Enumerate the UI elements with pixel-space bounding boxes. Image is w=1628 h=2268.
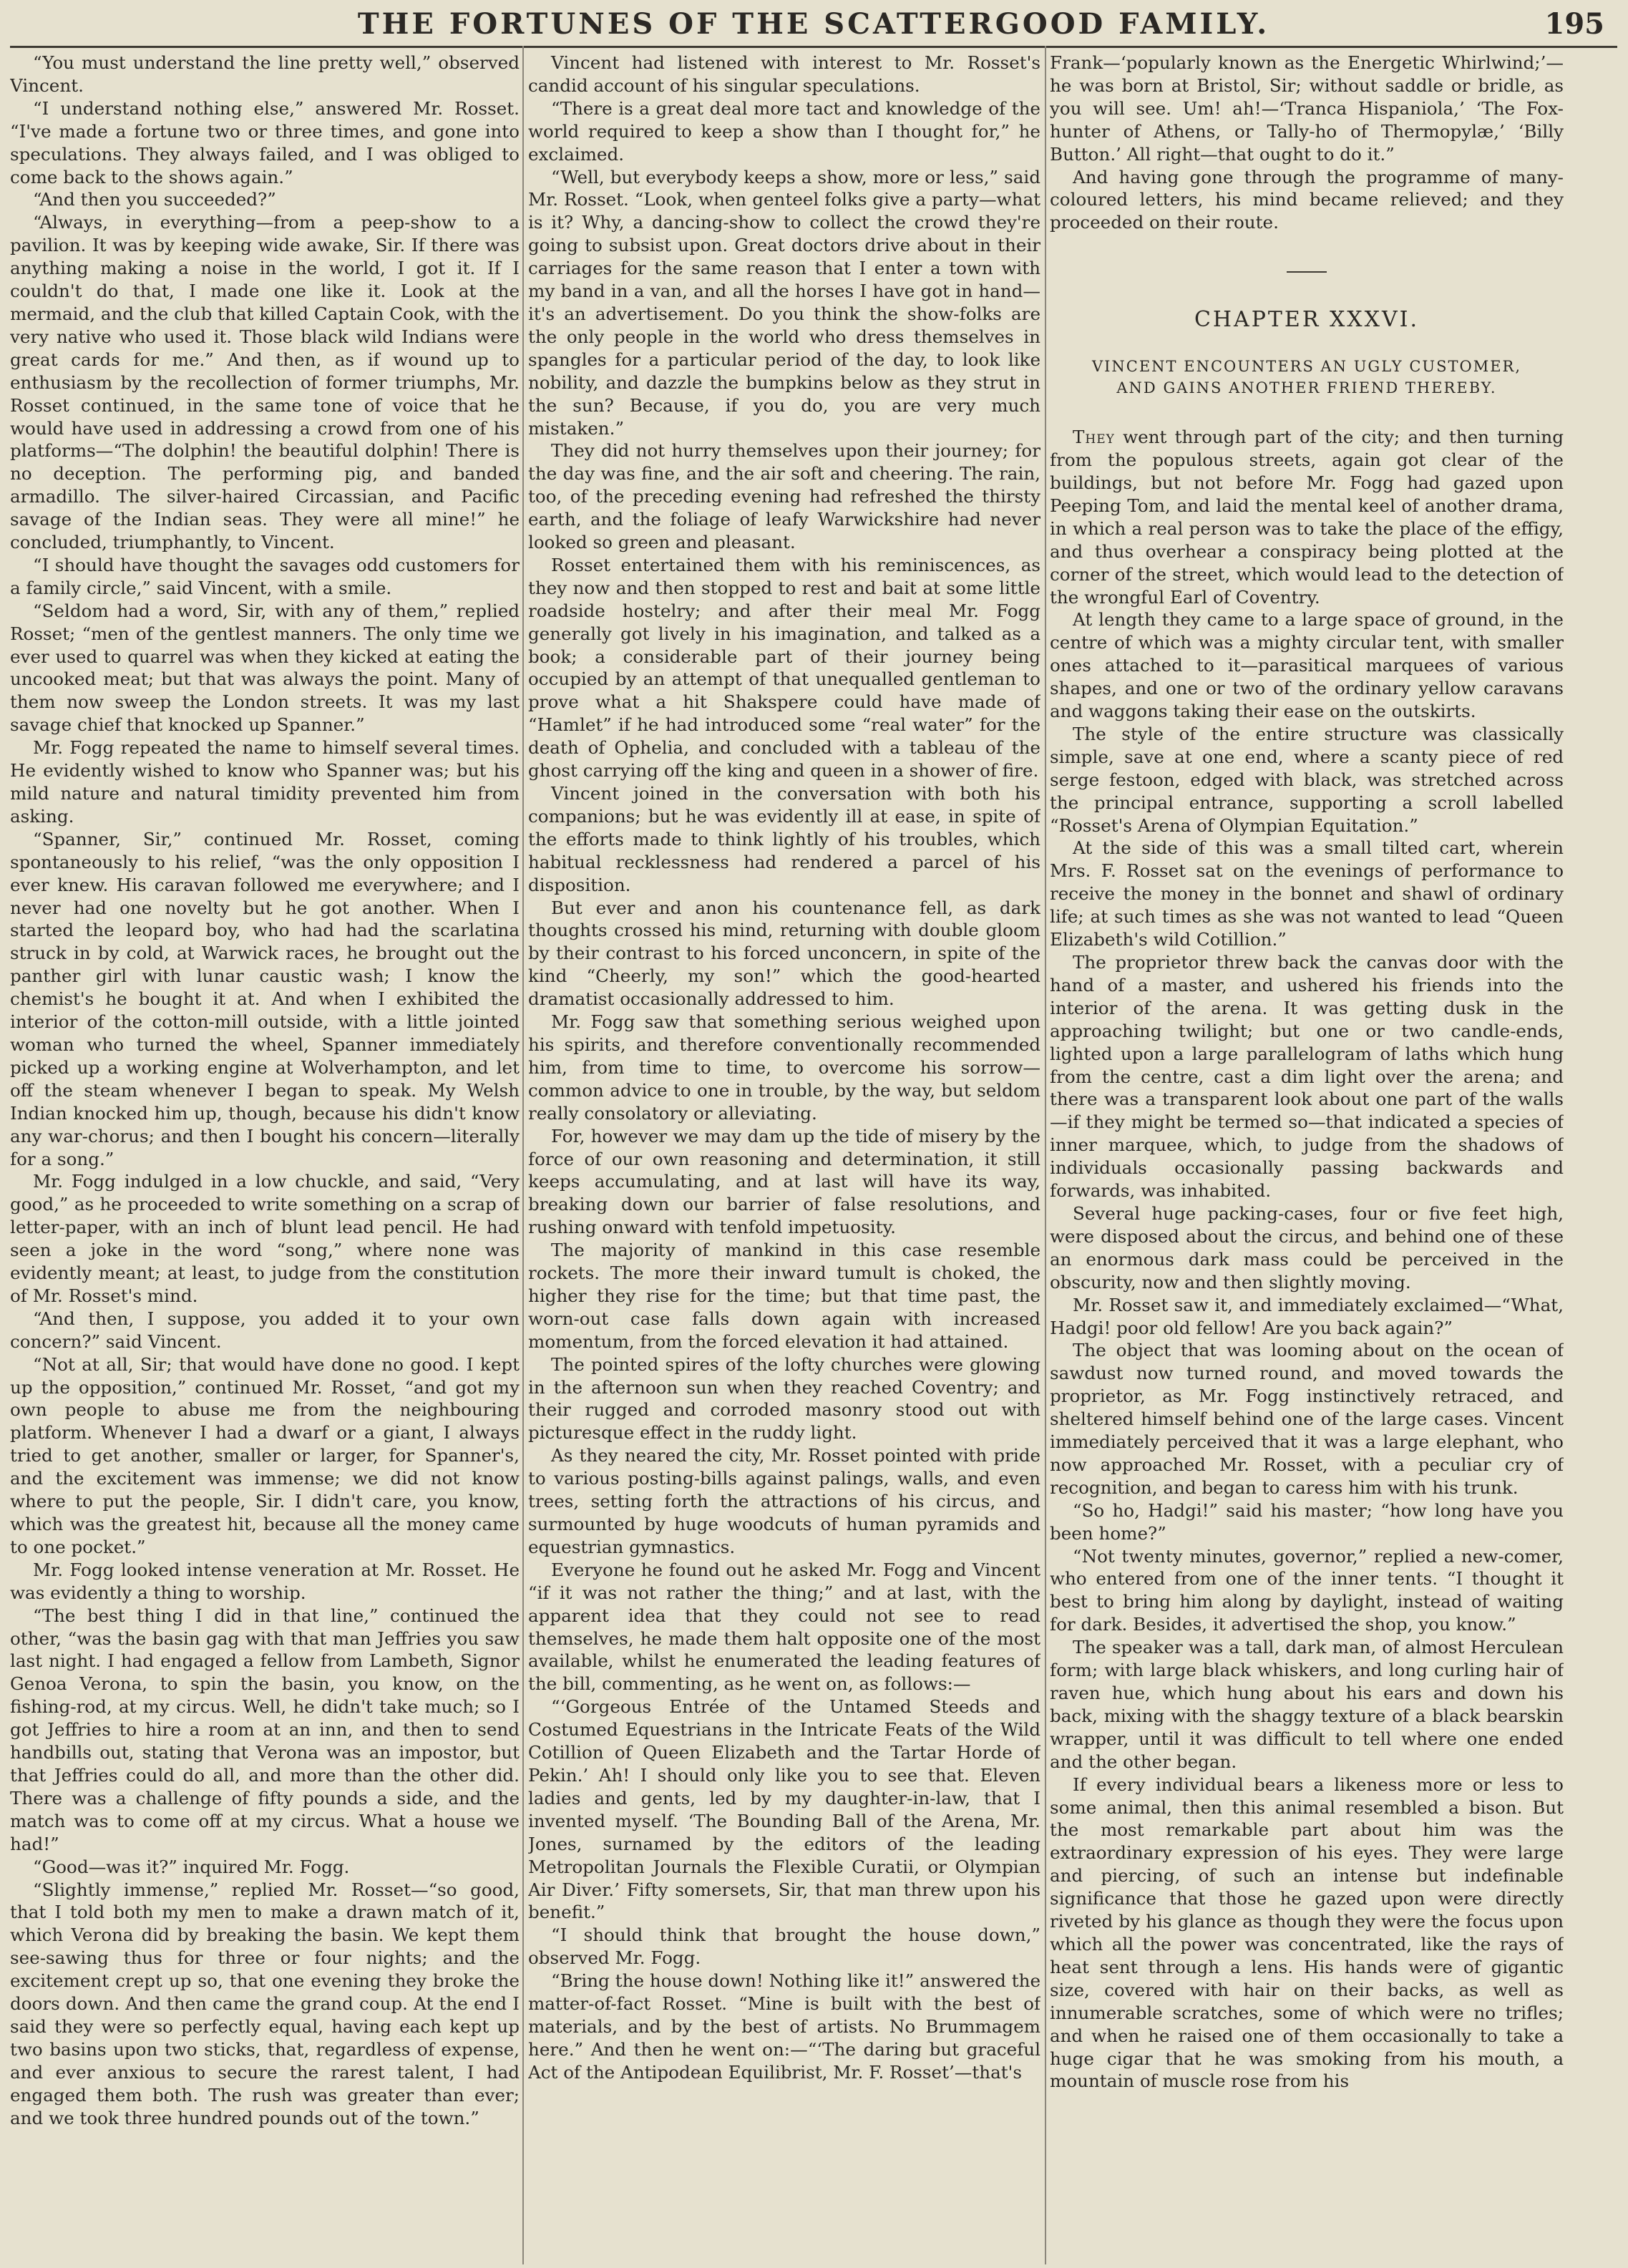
paragraph: Mr. Fogg repeated the name to himself several times. He evidently wished to know who Spanner was; but his mild nature and natural timidity prevented him from asking. xyxy=(10,737,520,827)
paragraph: “And then, I suppose, you added it to your own concern?” said Vincent. xyxy=(10,1308,520,1352)
paragraph: As they neared the city, Mr. Rosset pointed with pride to various posting-bills against palings, walls, and even trees, setting forth the attractions of his circus, and surmounted by huge woodcuts of human pyramids and equestrian gymnastics. xyxy=(528,1445,1040,1557)
opening-text: went through part of the city; and then turning from the populous streets, again got clear of the buildings, but not before Mr. Fogg had gazed upon Peeping Tom, and laid the mental keel of another drama, in which a real person was to take the place of the effigy, and thus overhear a conspiracy being plotted at the corner of the street, which would lead to the detection of the wrongful Earl of Coventry. xyxy=(1050,427,1564,608)
paragraph: Vincent joined in the conversation with both his companions; but he was evidently ill at ease, in spite of the efforts made to think lightly of his troubles, which habitual recklessness had rendered a parcel of his disposition. xyxy=(528,783,1040,895)
paragraph: “Good—was it?” inquired Mr. Fogg. xyxy=(33,1856,350,1877)
paragraph: “So ho, Hadgi!” said his master; “how long have you been home?” xyxy=(1050,1499,1564,1544)
opening-word: They xyxy=(1073,427,1115,448)
paragraph: “There is a great deal more tact and knowledge of the world required to keep a show than I thought for,” he exclaimed. xyxy=(528,97,1040,165)
column-left xyxy=(10,52,520,2263)
paragraph: “I should have thought the savages odd customers for a family circle,” said Vincent, with a smile. xyxy=(10,554,520,598)
paragraph: “The best thing I did in that line,” continued the other, “was the basin gag with that man Jeffries you saw last night. I had engaged a fellow from Lambeth, Signor Genoa Verona, to spin the basin, you know, on the fishing-rod, at my circus. Well, he didn't take much; so I got Jeffries to hire a room at an inn, and then to send handbills out, stating that Verona was an impostor, but that Jeffries could do all, and more than the other did. There was a challenge of fifty pounds a side, and the match was to come off at my circus. What a house we had!” xyxy=(10,1605,520,1854)
paragraph: Mr. Fogg looked intense veneration at Mr. Rosset. He was evidently a thing to worship. xyxy=(10,1559,520,1603)
bill-quote-paragraph: “‘Gorgeous Entrée of the Untamed Steeds and Costumed Equestrians in the Intricate Feats of the Wild Cotillion of Queen Elizabeth and the Tartar Horde of Pekin.’ Ah! I should only like you to see that. Eleven ladies and gents, led by my daughter-in-law, that I invented myself. ‘The Bounding Ball of the Arena, Mr. Jones, surnamed by the editors of the leading Metropolitan Journals the Flexible Curatii, or Olympian Air Diver.’ Fifty somersets, Sir, that man threw upon his benefit.” xyxy=(528,1696,1040,1923)
paragraph: Mr. Fogg indulged in a low chuckle, and said, “Very good,” as he proceeded to write something on a scrap of letter-paper, with an inch of blunt lead pencil. He had seen a joke in the word “song,” where none was evidently meant; at least, to judge from the constitution of Mr. Rosset's mind. xyxy=(10,1171,520,1306)
paragraph-continued: Frank—‘popularly known as the Energetic Whirlwind;’—he was born at Bristol, Sir; without saddle or bridle, as you will see. Um! ah!—‘Tranca Hispaniola,’ ‘The Fox-hunter of Athens, or Tally-ho of Thermopylæ,’ ‘Billy Button.’ All right—that ought to do it.” xyxy=(1050,52,1564,165)
section-divider xyxy=(1287,271,1327,273)
page-header xyxy=(10,3,1617,48)
paragraph: The pointed spires of the lofty churches were glowing in the afternoon sun when they reached Coventry; and their rugged and corroded masonry stood out with picturesque effect in the ruddy light. xyxy=(528,1353,1040,1444)
paragraph: But ever and anon his countenance fell, as dark thoughts crossed his mind, returning with double gloom by their contrast to his forced unconcern, in spite of the kind “Cheerly, my son!” which the good-hearted dramatist occasionally addressed to him. xyxy=(528,897,1040,1010)
paragraph: “Bring the house down! Nothing like it!” answered the matter-of-fact Rosset. “Mine is built with the best of materials, and by the best of artists. No Brummagem here.” And then he went on:—“‘The daring but graceful Act of the Antipodean Equilibrist, Mr. F. Rosset’—that's xyxy=(528,1970,1040,2083)
paragraph: “Not twenty minutes, governor,” replied a new-comer, who entered from one of the inner tents. “I thought it best to bring him along by daylight, instead of waiting for dark. Besides, it advertised the shop, you know.” xyxy=(1050,1545,1564,1635)
paragraph: “You must understand the line pretty well,” observed Vincent. xyxy=(10,52,520,96)
paragraph: Several huge packing-cases, four or five feet high, were disposed about the circus, and behind one of these an enormous dark mass could be perceived in the obscurity, now and then slightly moving. xyxy=(1050,1202,1564,1293)
paragraph: “Well, but everybody keeps a show, more or less,” said Mr. Rosset. “Look, when genteel folks give a party—what is it? Why, a dancing-show to collect the crowd they're going to subsist upon. Great doctors drive about in their carriages for the same reason that I enter a town with my band in a van, and all the horses I have got in hand—it's an advertisement. Do you think the show-folks are the only people in the world who dress themselves in spangles for a particular period of the day, to look like nobility, and dazzle the bumpkins below as they strut in the sun? Because, if you do, you are very much mistaken.” xyxy=(528,166,1040,439)
paragraph: “Slightly immense,” replied Mr. Rosset—“so good, that I told both my men to make a drawn match of it, which Verona did by breaking the basin. We kept them see-sawing thus for three or four nights; and the excitement crept up so, that one evening they broke the doors down. And then came the grand coup. At the end I said they were so perfectly equal, having each kept up two basins upon two sticks, that, regardless of expense, and ever anxious to secure the rarest talent, I had engaged them both. The rush was greater than ever; and we took three hundred pounds out of the town.” xyxy=(10,1879,520,2128)
paragraph: At length they came to a large space of ground, in the centre of which was a mighty circular tent, with smaller ones attached to it—parasitical marquees of various shapes, and one or two of the ordinary yellow caravans and waggons taking their ease on the outskirts. xyxy=(1050,609,1564,722)
paragraph: Everyone he found out he asked Mr. Fogg and Vincent “if it was not rather the thing;” and at last, with the apparent idea that they could not see to read themselves, he made them halt opposite one of the most available, whilst he enumerated the leading features of the bill, commenting, as he went on, as follows:— xyxy=(528,1559,1040,1695)
paragraph: “Not at all, Sir; that would have done no good. I kept up the opposition,” continued Mr. Rosset, “and got my own people to abuse me from the neighbouring platform. Whenever I had a dwarf or a giant, I always tried to get another, smaller or larger, for Spanner's, and the excitement was immense; we did not know where to put the people, Sir. I didn't care, you know, which was the greatest hit, because all the money came to one pocket.” xyxy=(10,1353,520,1557)
paragraph: “I understand nothing else,” answered Mr. Rosset. “I've made a fortune two or three times, and gone into speculations. They always failed, and I was obliged to come back to the shows again.” xyxy=(10,97,520,188)
chapter-heading: CHAPTER XXXVI. xyxy=(1194,307,1420,333)
paragraph: The proprietor threw back the canvas door with the hand of a master, and ushered his friends into the interior of the arena. It was getting dusk in the approaching twilight; but one or two candle-ends, lighted upon a large parallelogram of laths which hung from the centre, cast a dim light over the arena; and there was a transparent look about one part of the walls—if they might be termed so—that indicated a species of inner marquee, which, to judge from the shadows of individuals occasionally passing backwards and forwards, was inhabited. xyxy=(1050,952,1564,1202)
running-title: THE FORTUNES OF THE SCATTERGOOD FAMILY. xyxy=(357,7,1270,41)
paragraph: Rosset entertained them with his reminiscences, as they now and then stopped to rest and bait at some little roadside hostelry; and after their meal Mr. Fogg generally got lively in his imagination, and talked as a book; a considerable part of their journey being occupied by an attempt of that unequalled gentleman to prove what a hit Shakspere could have made of “Hamlet” if he had introduced some “real water” for the death of Ophelia, and concluded with a tableau of the ghost carrying off the king and queen in a shower of fire. xyxy=(528,554,1040,782)
column-right xyxy=(1050,52,1564,2263)
paragraph: Mr. Fogg saw that something serious weighed upon his spirits, and therefore conventionally recommended him, from time to time, to overcome his sorrow—common advice to one in trouble, by the way, but seldom really consolatory or alleviating. xyxy=(528,1011,1040,1124)
paragraph: The style of the entire structure was classically simple, save at one end, where a scanty piece of red serge festoon, edged with black, was stretched across the principal entrance, supporting a scroll labelled “Rosset's Arena of Olympian Equitation.” xyxy=(1050,723,1564,836)
paragraph: “Spanner, Sir,” continued Mr. Rosset, coming spontaneously to his relief, “was the only opposition I ever knew. His caravan followed me everywhere; and I never had one novelty but he got another. When I started the leopard boy, who had had the scarlatina struck in by cold, at Warwick races, he brought out the panther girl with lunar caustic wash; I know the chemist's he bought it at. And when I exhibited the interior of the cotton-mill outside, with a little jointed woman who turned the wheel, Spanner immediately picked up a working engine at Wolverhampton, and let off the steam whenever I began to speak. My Welsh Indian knocked him up, though, because his didn't know any war-chorus; and then I bought his concern—literally for a song.” xyxy=(10,828,520,1169)
paragraph: “And then you succeeded?” xyxy=(33,189,276,210)
paragraph: “Always, in everything—from a peep-show to a pavilion. It was by keeping wide awake, Sir. If there was anything making a noise in the world, I got it. If I couldn't do that, I made one like it. Look at the mermaid, and the club that killed Captain Cook, with the very native who used it. Those black wild Indians were great cards for me.” And then, as if wound up to enthusiasm by the recollection of former triumphs, Mr. Rosset continued, in the same tone of voice that he would have used in addressing a crowd from one of his platforms—“The dolphin! the beautiful dolphin! There is no deception. The performing pig, and banded armadillo. The silver-haired Circassian, and Pacific savage of the Indian seas. They were all mine!” he concluded, triumphantly, to Vincent. xyxy=(10,212,520,553)
paragraph: The speaker was a tall, dark man, of almost Herculean form; with large black whiskers, and long curling hair of raven hue, which hung about his ears and down his back, mixing with the shaggy texture of a black bearskin wrapper, until it was difficult to tell where one ended and the other began. xyxy=(1050,1637,1564,1772)
paragraph: If every individual bears a likeness more or less to some animal, then this animal resembled a bison. But the most remarkable part about him was the extraordinary expression of his eyes. They were large and piercing, of such an intense but indefinable significance that those he gazed upon were directly riveted by his glance as though they were the focus upon which all the power was concentrated, like the rays of heat sent through a lens. His hands were of gigantic size, covered with hair on their backs, as well as innumerable scratches, some of which were no trifles; and when he raised one of them occasionally to take a huge cigar that he was smoking from his mouth, a mountain of muscle rose from his xyxy=(1050,1773,1564,2092)
paragraph: They did not hurry themselves upon their journey; for the day was fine, and the air soft and cheering. The rain, too, of the preceding evening had refreshed the thirsty earth, and the foliage of leafy Warwickshire had never looked so green and pleasant. xyxy=(528,440,1040,553)
paragraph: At the side of this was a small tilted cart, wherein Mrs. F. Rosset sat on the evenings of performance to receive the money in the bonnet and shawl of ordinary life; at such times as she was not wanted to lead “Queen Elizabeth's wild Cotillion.” xyxy=(1050,837,1564,950)
column-middle xyxy=(528,52,1040,2263)
paragraph: For, however we may dam up the tide of misery by the force of our own reasoning and determination, it still keeps accumulating, and at last will have its way, breaking down our barrier of false resolutions, and rushing onward with tenfold impetuosity. xyxy=(528,1125,1040,1238)
paragraph: The majority of mankind in this case resemble rockets. The more their inward tumult is choked, the higher they rise for the time; but that time past, the worn-out case falls down again with increased momentum, from the forced elevation it had attained. xyxy=(528,1240,1040,1352)
paragraph: The object that was looming about on the ocean of sawdust now turned round, and moved towards the proprietor, as Mr. Fogg instinctively retraced, and sheltered himself behind one of the large cases. Vincent immediately perceived that it was a large elephant, who now approached Mr. Rosset, with a peculiar cry of recognition, and began to caress him with his trunk. xyxy=(1050,1340,1564,1498)
column-rule xyxy=(522,46,524,2264)
paragraph: And having gone through the programme of many-coloured letters, his mind became relieved; and they proceeded on their route. xyxy=(1050,166,1564,233)
paragraph: “Seldom had a word, Sir, with any of them,” replied Rosset; “men of the gentlest manners. The only time we ever used to quarrel was when they kicked at eating the uncooked meat; but that was always the point. Many of them now sweep the London streets. It was my last savage chief that knocked up Spanner.” xyxy=(10,600,520,736)
page-number: 195 xyxy=(1544,7,1604,41)
column-rule xyxy=(1045,46,1046,2264)
chapter-opening-paragraph xyxy=(1050,426,1564,608)
paragraph: “I should think that brought the house down,” observed Mr. Fogg. xyxy=(528,1924,1040,1969)
paragraph: Vincent had listened with interest to Mr. Rosset's candid account of his singular speculations. xyxy=(528,52,1040,96)
paragraph: Mr. Rosset saw it, and immediately exclaimed—“What, Hadgi! poor old fellow! Are you back again?” xyxy=(1050,1294,1564,1338)
chapter-subheading: VINCENT ENCOUNTERS AN UGLY CUSTOMER, AND GAINS ANOTHER FRIEND THEREBY. xyxy=(1091,358,1522,397)
